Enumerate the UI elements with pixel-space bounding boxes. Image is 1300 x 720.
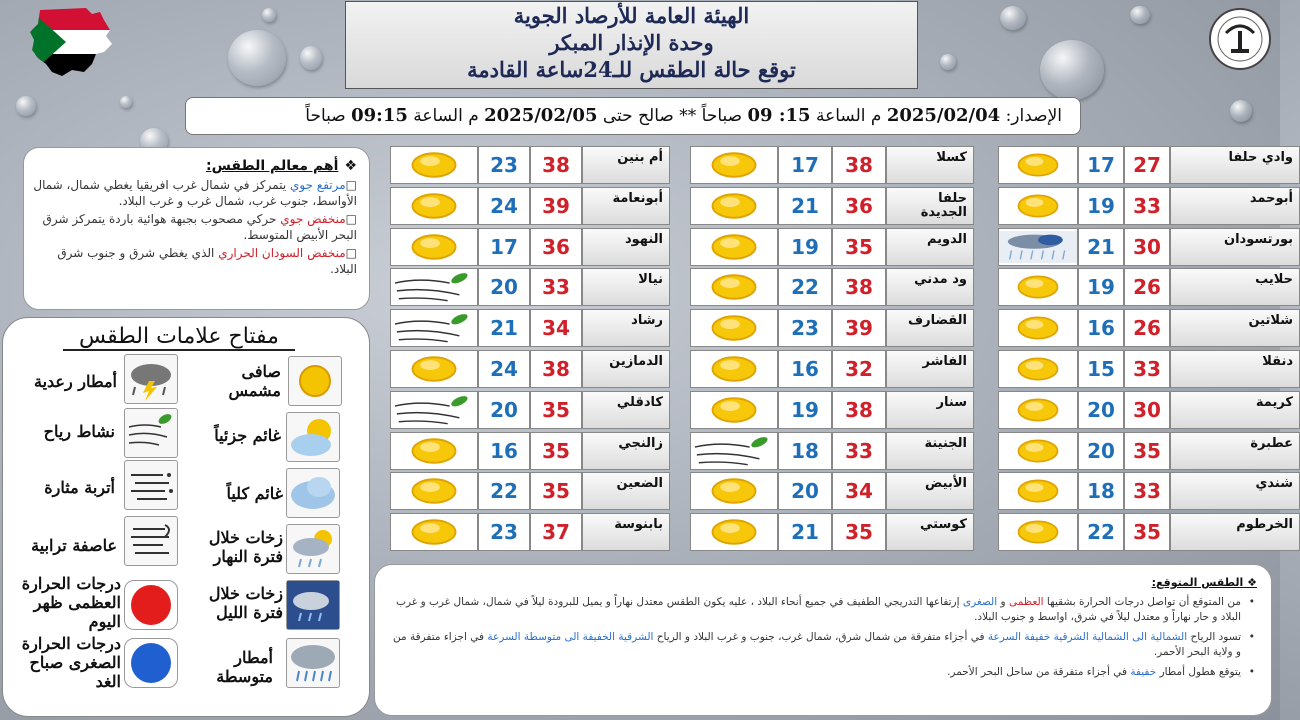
sun-icon bbox=[998, 472, 1078, 510]
moderate-rain-icon bbox=[286, 638, 340, 688]
city-row bbox=[998, 391, 1300, 429]
sun-icon bbox=[390, 432, 478, 470]
forecast-term: الشمالية الى الشمالية الشرقية خفيفة السرعة bbox=[987, 631, 1188, 643]
max-temp: 33 bbox=[1124, 350, 1170, 388]
header-title-box bbox=[345, 1, 918, 89]
min-temp: 20 bbox=[778, 472, 832, 510]
city-row bbox=[390, 268, 670, 306]
max-temp: 35 bbox=[1124, 432, 1170, 470]
city-name: ود مدني bbox=[886, 268, 974, 306]
legend-label-moderate-rain: أمطار متوسطة bbox=[216, 648, 273, 686]
cloudy-icon bbox=[286, 468, 340, 518]
city-name: كسلا bbox=[886, 146, 974, 184]
blowing-dust-icon bbox=[124, 460, 178, 510]
min-temp: 21 bbox=[778, 513, 832, 551]
city-name: عطبرة bbox=[1170, 432, 1300, 470]
valid-date: 2025/02/05 bbox=[484, 105, 598, 126]
issue-prefix: الإصدار: bbox=[1005, 106, 1062, 126]
forecast-text: في اجزاء متفرقة من و ولاية البحر الأحمر. bbox=[393, 631, 1241, 658]
city-row bbox=[390, 187, 670, 225]
city-row bbox=[390, 432, 670, 470]
max-temp: 38 bbox=[832, 268, 886, 306]
city-name: الدمازين bbox=[582, 350, 670, 388]
city-name: النهود bbox=[582, 228, 670, 266]
city-name: حلفا الجديدة bbox=[886, 187, 974, 225]
max-temp-red-dot-icon bbox=[124, 580, 178, 630]
city-row bbox=[390, 350, 670, 388]
sun-icon bbox=[690, 350, 778, 388]
sun-icon bbox=[690, 268, 778, 306]
min-temp: 22 bbox=[778, 268, 832, 306]
min-temp: 19 bbox=[1078, 187, 1124, 225]
min-temp: 24 bbox=[478, 187, 530, 225]
city-name: الخرطوم bbox=[1170, 513, 1300, 551]
valid-time: 09:15 bbox=[351, 105, 408, 126]
max-temp: 37 bbox=[530, 513, 582, 551]
city-name: كادقلي bbox=[582, 391, 670, 429]
legend-label-night-showers: زخات خلال فترة الليل bbox=[208, 584, 283, 622]
min-temp: 20 bbox=[478, 268, 530, 306]
forecast-text: و bbox=[997, 596, 1009, 608]
feature-term: منخفض السودان الحراري bbox=[218, 246, 346, 260]
sun-icon bbox=[998, 391, 1078, 429]
forecast-text: تسود الرياح bbox=[1187, 631, 1241, 643]
legend-label-cloudy: غائم كلياً bbox=[226, 484, 283, 503]
min-temp: 20 bbox=[1078, 391, 1124, 429]
max-temp: 33 bbox=[832, 432, 886, 470]
city-name: كريمة bbox=[1170, 391, 1300, 429]
city-name: الأبيض bbox=[886, 472, 974, 510]
sun-icon bbox=[690, 146, 778, 184]
max-temp: 38 bbox=[530, 146, 582, 184]
city-name: كوستي bbox=[886, 513, 974, 551]
sun-icon bbox=[998, 187, 1078, 225]
sun-icon bbox=[390, 187, 478, 225]
valid-at-label: م الساعة bbox=[413, 106, 479, 126]
max-temp: 35 bbox=[530, 472, 582, 510]
sun-icon bbox=[390, 146, 478, 184]
min-temp: 21 bbox=[478, 309, 530, 347]
min-temp: 17 bbox=[1078, 146, 1124, 184]
max-temp: 32 bbox=[832, 350, 886, 388]
forecast-heading-text: الطقس المتوقع: bbox=[1151, 576, 1244, 589]
sun-icon bbox=[288, 356, 342, 406]
max-temp: 26 bbox=[1124, 268, 1170, 306]
forecast-term-max: العظمى bbox=[1008, 596, 1044, 608]
partly-cloudy-icon bbox=[286, 412, 340, 462]
forecast-text: من المتوقع أن تواصل درجات الحرارة بشقيها bbox=[1043, 596, 1241, 608]
city-name: أبونعامة bbox=[582, 187, 670, 225]
issue-time: 15: 09 bbox=[747, 105, 811, 126]
city-name: الجنينة bbox=[886, 432, 974, 470]
max-temp: 38 bbox=[832, 391, 886, 429]
city-name: الدويم bbox=[886, 228, 974, 266]
city-row bbox=[998, 228, 1300, 266]
wind-icon bbox=[690, 432, 778, 470]
city-row bbox=[690, 228, 974, 266]
sun-icon bbox=[998, 309, 1078, 347]
max-temp: 35 bbox=[530, 391, 582, 429]
wind-icon bbox=[390, 268, 478, 306]
min-temp: 22 bbox=[478, 472, 530, 510]
city-row bbox=[390, 472, 670, 510]
issue-date: 2025/02/04 bbox=[886, 105, 1001, 126]
thunderstorm-icon bbox=[124, 354, 178, 404]
min-temp: 23 bbox=[478, 146, 530, 184]
max-temp: 35 bbox=[530, 432, 582, 470]
max-temp: 35 bbox=[832, 228, 886, 266]
unit-name: وحدة الإنذار المبكر bbox=[549, 30, 714, 55]
wind-icon bbox=[390, 309, 478, 347]
city-name: نيالا bbox=[582, 268, 670, 306]
city-row bbox=[998, 432, 1300, 470]
max-temp: 36 bbox=[530, 228, 582, 266]
issue-at-label: م الساعة bbox=[815, 106, 882, 126]
features-heading-text: أهم معالم الطقس: bbox=[205, 158, 339, 174]
feature-text: الذي يغطي شرق و جنوب شرق البلاد. bbox=[57, 246, 357, 276]
legend-label-dust-storm: عاصفة ترابية bbox=[31, 536, 117, 555]
min-temp: 19 bbox=[1078, 268, 1124, 306]
forecast-text: إرتفاعها التدريجي الطفيف في جميع أنحاء البلاد ، عليه يكون الطقس معتدل نهاراً و يميل للبرودة ليلاً في شمال، شمال غرب و غرب البلاد و حار نهاراً و معتدل ليلاً في شرق، اواسط و جنوب البلاد. bbox=[396, 596, 1241, 623]
city-name: القضارف bbox=[886, 309, 974, 347]
min-temp: 16 bbox=[478, 432, 530, 470]
sun-icon bbox=[690, 472, 778, 510]
city-name: بورتسودان bbox=[1170, 228, 1300, 266]
min-temp: 19 bbox=[778, 228, 832, 266]
legend-label-max-temp: درجات الحرارة العظمى ظهر اليوم bbox=[21, 574, 121, 631]
day-showers-icon bbox=[286, 524, 340, 574]
max-temp: 35 bbox=[832, 513, 886, 551]
city-row bbox=[390, 309, 670, 347]
dust-storm-icon bbox=[124, 516, 178, 566]
valid-suffix: صباحاً bbox=[305, 106, 346, 126]
forecast-term-min: الصغرى bbox=[962, 596, 998, 608]
max-temp: 39 bbox=[530, 187, 582, 225]
sun-icon bbox=[390, 228, 478, 266]
diamond-bullet-icon: ❖ bbox=[1243, 576, 1257, 589]
min-temp: 16 bbox=[778, 350, 832, 388]
city-name: وادي حلفا bbox=[1170, 146, 1300, 184]
feature-low-pressure: □منخفض جوي حركي مصحوب بجبهة هوائية باردة يتمركز شرق البحر الأبيض المتوسط. bbox=[42, 212, 357, 242]
max-temp: 30 bbox=[1124, 228, 1170, 266]
weather-symbols-legend bbox=[2, 317, 370, 717]
city-row bbox=[998, 309, 1300, 347]
city-row bbox=[998, 350, 1300, 388]
issue-validity-bar bbox=[185, 97, 1081, 135]
legend-label-min-temp: درجات الحرارة الصغرى صباح الغد bbox=[21, 634, 121, 691]
max-temp: 26 bbox=[1124, 309, 1170, 347]
min-temp: 21 bbox=[778, 187, 832, 225]
max-temp: 36 bbox=[832, 187, 886, 225]
sun-icon bbox=[998, 513, 1078, 551]
sun-icon bbox=[998, 146, 1078, 184]
city-name: زالنجي bbox=[582, 432, 670, 470]
max-temp: 33 bbox=[530, 268, 582, 306]
page-title: توقع حالة الطقس للـ24ساعة القادمة bbox=[467, 57, 796, 82]
wind-icon bbox=[390, 391, 478, 429]
min-temp: 20 bbox=[1078, 432, 1124, 470]
sun-icon bbox=[690, 187, 778, 225]
forecast-winds bbox=[387, 630, 1241, 660]
city-name: الضعين bbox=[582, 472, 670, 510]
forecast-term: خفيفة bbox=[1130, 666, 1157, 678]
city-row bbox=[390, 391, 670, 429]
max-temp: 34 bbox=[530, 309, 582, 347]
expected-weather-box bbox=[374, 564, 1272, 716]
sun-icon bbox=[690, 309, 778, 347]
feature-term: منخفض جوي bbox=[280, 212, 346, 226]
max-temp: 33 bbox=[1124, 187, 1170, 225]
city-row bbox=[690, 268, 974, 306]
sun-icon bbox=[390, 513, 478, 551]
city-row bbox=[998, 513, 1300, 551]
forecast-text: في أجزاء متفرقة من ساحل البحر الأحمر. bbox=[947, 666, 1131, 678]
sudan-flag-map-icon bbox=[26, 6, 114, 78]
city-row bbox=[690, 309, 974, 347]
legend-label-clear: صافى مشمس bbox=[228, 362, 281, 400]
forecast-temperature bbox=[387, 595, 1241, 625]
max-temp: 33 bbox=[1124, 472, 1170, 510]
min-temp: 15 bbox=[1078, 350, 1124, 388]
legend-label-thunderstorm: أمطار رعدية bbox=[33, 372, 117, 391]
city-row bbox=[690, 146, 974, 184]
max-temp: 39 bbox=[832, 309, 886, 347]
city-row bbox=[998, 146, 1300, 184]
min-temp: 18 bbox=[1078, 472, 1124, 510]
feature-high-pressure: □مرتفع جوي يتمركز في شمال غرب افريقيا يغطي شمال، شمال الأواسط، جنوب غرب، شمال غرب و غرب البلاد. bbox=[33, 178, 357, 208]
sun-icon bbox=[390, 472, 478, 510]
min-temp: 18 bbox=[778, 432, 832, 470]
max-temp: 35 bbox=[1124, 513, 1170, 551]
sun-icon bbox=[998, 432, 1078, 470]
city-name: سنار bbox=[886, 391, 974, 429]
weather-features-box bbox=[23, 147, 370, 310]
legend-label-partly-cloudy: غائم جزئياً bbox=[214, 426, 281, 445]
city-name: رشاد bbox=[582, 309, 670, 347]
rain-cloud-icon bbox=[998, 228, 1078, 266]
min-temp: 23 bbox=[478, 513, 530, 551]
city-name: شلاتين bbox=[1170, 309, 1300, 347]
max-temp: 27 bbox=[1124, 146, 1170, 184]
legend-label-wind: نشاط رياح bbox=[43, 422, 115, 441]
feature-sudan-thermal-low: □منخفض السودان الحراري الذي يغطي شرق و جنوب شرق البلاد. bbox=[57, 246, 357, 276]
feature-text: حركي مصحوب بجبهة هوائية باردة يتمركز شرق البحر الأبيض المتوسط. bbox=[42, 212, 357, 242]
sun-icon bbox=[690, 228, 778, 266]
sun-icon bbox=[998, 350, 1078, 388]
forecast-text: يتوقع هطول أمطار bbox=[1156, 666, 1241, 678]
city-row bbox=[998, 472, 1300, 510]
city-row bbox=[690, 472, 974, 510]
city-row bbox=[390, 228, 670, 266]
max-temp: 38 bbox=[530, 350, 582, 388]
city-row bbox=[690, 350, 974, 388]
city-name: حلايب bbox=[1170, 268, 1300, 306]
min-temp: 20 bbox=[478, 391, 530, 429]
issue-valid-label: صباحاً ** صالح حتى bbox=[602, 106, 743, 126]
min-temp-blue-dot-icon bbox=[124, 638, 178, 688]
min-temp: 22 bbox=[1078, 513, 1124, 551]
feature-term: مرتفع جوي bbox=[289, 178, 346, 192]
city-row bbox=[690, 432, 974, 470]
sun-icon bbox=[690, 391, 778, 429]
features-heading bbox=[32, 158, 357, 174]
city-name: دنقلا bbox=[1170, 350, 1300, 388]
sun-icon bbox=[690, 513, 778, 551]
city-row bbox=[998, 268, 1300, 306]
forecast-text: في أجزاء متفرقة من شمال شرق، شمال غرب، جنوب و غرب البلاد و الرياح bbox=[653, 631, 988, 643]
city-name: أبوحمد bbox=[1170, 187, 1300, 225]
min-temp: 17 bbox=[778, 146, 832, 184]
sun-icon bbox=[998, 268, 1078, 306]
max-temp: 34 bbox=[832, 472, 886, 510]
legend-label-day-showers: زخات خلال فترة النهار bbox=[208, 528, 283, 566]
org-name: الهيئة العامة للأرصاد الجوية bbox=[513, 3, 750, 28]
city-row bbox=[998, 187, 1300, 225]
feature-text: يتمركز في شمال غرب افريقيا يغطي شمال، شمال الأواسط، جنوب غرب، شمال غرب و غرب البلاد. bbox=[33, 178, 357, 208]
min-temp: 16 bbox=[1078, 309, 1124, 347]
meteorological-authority-logo-icon bbox=[1207, 5, 1273, 77]
city-name: بابنوسة bbox=[582, 513, 670, 551]
min-temp: 21 bbox=[1078, 228, 1124, 266]
forecast-heading bbox=[387, 575, 1257, 590]
forecast-term: الشرقية الخفيفة الى متوسطة السرعة bbox=[487, 631, 654, 643]
legend-title: مفتاح علامات الطقس bbox=[63, 324, 295, 351]
min-temp: 24 bbox=[478, 350, 530, 388]
city-row bbox=[390, 513, 670, 551]
night-showers-icon bbox=[286, 580, 340, 630]
min-temp: 23 bbox=[778, 309, 832, 347]
city-name: أم بنين bbox=[582, 146, 670, 184]
max-temp: 30 bbox=[1124, 391, 1170, 429]
min-temp: 17 bbox=[478, 228, 530, 266]
wind-icon bbox=[124, 408, 178, 458]
city-name: الفاشر bbox=[886, 350, 974, 388]
sun-icon bbox=[390, 350, 478, 388]
city-row bbox=[690, 187, 974, 225]
diamond-bullet-icon: ❖ bbox=[344, 158, 357, 174]
min-temp: 19 bbox=[778, 391, 832, 429]
legend-label-blowing-dust: أتربة مثارة bbox=[44, 478, 115, 497]
city-name: شندي bbox=[1170, 472, 1300, 510]
forecast-rain bbox=[387, 665, 1241, 680]
max-temp: 38 bbox=[832, 146, 886, 184]
city-row bbox=[690, 391, 974, 429]
city-row bbox=[690, 513, 974, 551]
city-row bbox=[390, 146, 670, 184]
